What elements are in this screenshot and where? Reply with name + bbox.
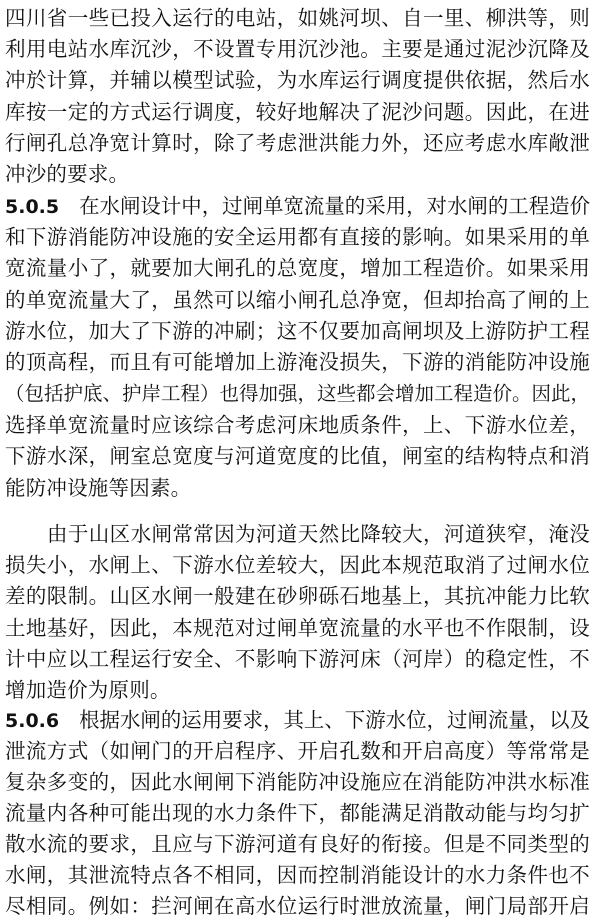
text-line: 增加造价为原则。 <box>5 678 171 702</box>
text-line: 由于山区水闸常常因为河道天然比降较大，河道狭窄，淹没 <box>47 522 590 546</box>
text-line: 流量内各种可能出现的水力条件下，都能满足消散动能与均匀扩 <box>5 801 590 825</box>
text-line: 尽相同。例如：拦河闸在高水位运行时泄放流量，闸门局部开启 <box>5 894 590 918</box>
text-line: 土地基好，因此，本规范对过闸单宽流量的水平也不作限制，设 <box>5 616 590 640</box>
text-line: （包括护底、护岸工程）也得加强，这些都会增加工程造价。因此， <box>5 382 591 405</box>
text-segment: 根据水闸的运用要求，其上、下游水位，过闸流量，以及 <box>79 708 590 732</box>
text-line: 冲於计算，并辅以模型试验，为水库运行调度提供依据，然后水 <box>5 68 590 92</box>
text-line: 的单宽流量大了，虽然可以缩小闸孔总净宽，但却抬高了闸的上 <box>5 288 590 312</box>
text-line: 冲沙的要求。 <box>5 162 130 186</box>
text-line: 的顶高程，而且有可能增加上游淹没损失，下游的消能防冲设施 <box>5 350 590 374</box>
text-line: 行闸孔总净宽计算时，除了考虑泄洪能力外，还应考虑水库敞泄 <box>5 131 590 155</box>
text-line: 宽流量小了，就要加大闸孔的总宽度，增加工程造价。如果采用 <box>5 256 590 280</box>
text-line: 泄流方式（如闸门的开启程序、开启孔数和开启高度）等常常是 <box>5 739 590 763</box>
text-segment: 在水闸设计中，过闸单宽流量的采用，对水闸的工程造价 <box>79 194 590 218</box>
text-line: 差的限制。山区水闸一般建在砂卵砾石地基上，其抗冲能力比软 <box>5 584 590 608</box>
section-number: 5.0.6 <box>5 710 60 732</box>
text-line: 能防冲设施等因素。 <box>5 476 192 500</box>
text-line: 下游水深，闸室总宽度与河道宽度的比值，闸室的结构特点和消 <box>5 444 590 468</box>
text-line: 散水流的要求，且应与下游河道有良好的衔接。但是不同类型的 <box>5 832 590 856</box>
text-line: 库按一定的方式运行调度，较好地解决了泥沙问题。因此，在进 <box>5 100 590 124</box>
text-line: 水闸，其泄流特点各不相同，因而控制消能设计的水力条件也不 <box>5 863 590 887</box>
text-line: 四川省一些已投入运行的电站，如姚河坝、自一里、柳洪等，则 <box>5 6 590 30</box>
section-number: 5.0.5 <box>5 196 60 218</box>
text-line: 复杂多变的，因此水闸闸下消能防冲设施应在消能防冲洪水标准 <box>5 770 590 794</box>
document-page <box>5 0 591 918</box>
text-line: 和下游消能防冲设施的安全运用都有直接的影响。如果采用的单 <box>5 225 590 249</box>
text-line: 选择单宽流量时应该综合考虑河床地质条件，上、下游水位差， <box>5 413 590 437</box>
text-line: 损失小，水闸上、下游水位差较大，因此本规范取消了过闸水位 <box>5 553 590 577</box>
text-line: 游水位，加大了下游的冲刷；这不仅要加高闸坝及上游防护工程 <box>5 319 590 343</box>
text-line: 计中应以工程运行安全、不影响下游河床（河岸）的稳定性，不 <box>5 647 590 671</box>
text-line: 利用电站水库沉沙，不设置专用沉沙池。主要是通过泥沙沉降及 <box>5 37 590 61</box>
